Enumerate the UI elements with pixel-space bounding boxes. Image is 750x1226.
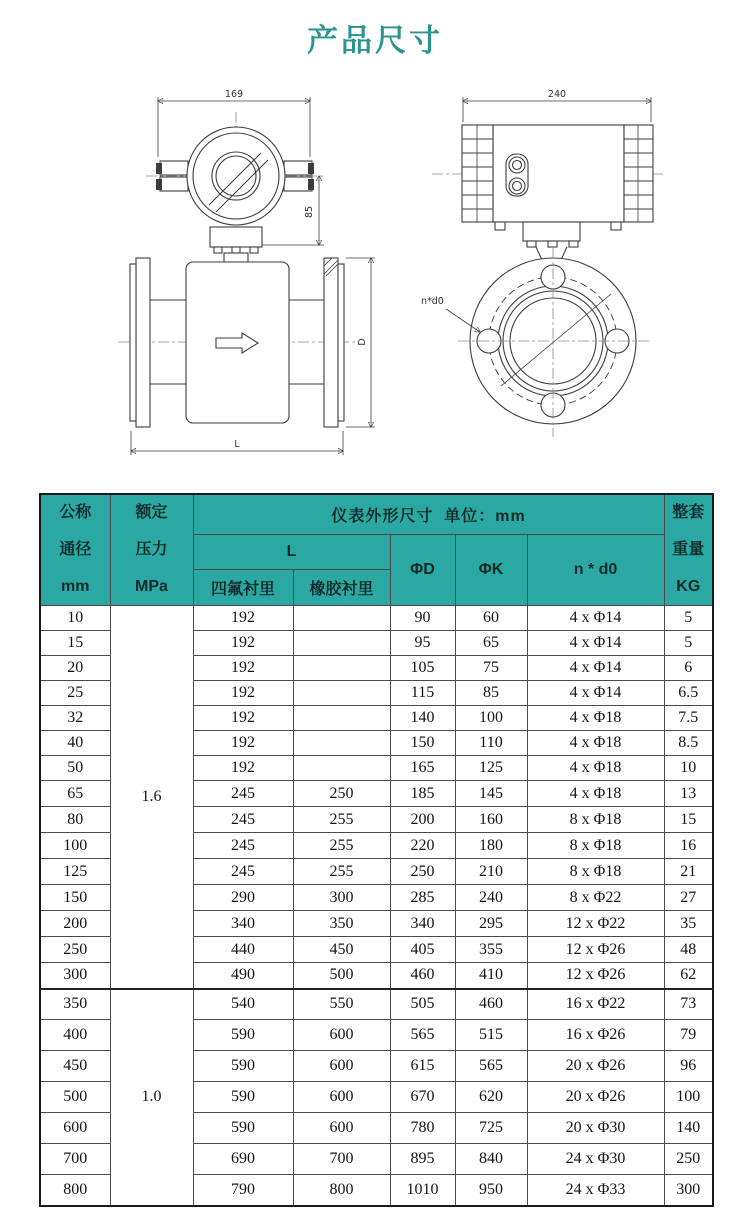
cell-ptfe-length: 540 — [193, 989, 293, 1020]
flange-right — [324, 258, 338, 427]
spec-table-body — [40, 606, 713, 1206]
cell-dn: 40 — [40, 731, 110, 756]
cell-phi-k: 950 — [455, 1175, 527, 1206]
cell-n-d0: 24 x Φ30 — [527, 1144, 664, 1175]
cell-weight: 6 — [664, 656, 713, 681]
cell-weight: 5 — [664, 606, 713, 631]
cell-ptfe-length: 245 — [193, 807, 293, 833]
cell-phi-d: 220 — [390, 833, 455, 859]
cell-weight: 6.5 — [664, 681, 713, 706]
cell-ptfe-length: 590 — [193, 1082, 293, 1113]
cell-weight: 15 — [664, 807, 713, 833]
cell-phi-d: 140 — [390, 706, 455, 731]
cell-phi-d: 95 — [390, 631, 455, 656]
cell-ptfe-length: 192 — [193, 756, 293, 781]
cell-phi-d: 505 — [390, 989, 455, 1020]
cell-rubber-length: 300 — [293, 885, 390, 911]
cell-rubber-length — [293, 656, 390, 681]
cell-dn: 400 — [40, 1020, 110, 1051]
cell-n-d0: 4 x Φ18 — [527, 756, 664, 781]
header-phi-d: ΦD — [390, 534, 455, 606]
cell-dn: 20 — [40, 656, 110, 681]
cell-ptfe-length: 290 — [193, 885, 293, 911]
cell-weight: 48 — [664, 937, 713, 963]
cell-phi-d: 285 — [390, 885, 455, 911]
cell-n-d0: 20 x Φ30 — [527, 1113, 664, 1144]
cell-ptfe-length: 192 — [193, 681, 293, 706]
cell-phi-k: 145 — [455, 781, 527, 807]
cell-ptfe-length: 192 — [193, 656, 293, 681]
cell-phi-k: 60 — [455, 606, 527, 631]
cell-n-d0: 16 x Φ22 — [527, 989, 664, 1020]
header-n-d0: n * d0 — [527, 534, 664, 606]
cell-n-d0: 24 x Φ33 — [527, 1175, 664, 1206]
cell-weight: 16 — [664, 833, 713, 859]
dim-240-label: 240 — [547, 89, 567, 100]
cell-rated-pressure: 1.6 — [110, 606, 193, 989]
neck-pedestal — [523, 222, 580, 241]
cell-ptfe-length: 440 — [193, 937, 293, 963]
cell-phi-k: 65 — [455, 631, 527, 656]
cell-dn: 100 — [40, 833, 110, 859]
cell-phi-k: 840 — [455, 1144, 527, 1175]
cell-rubber-length: 800 — [293, 1175, 390, 1206]
cell-phi-k: 85 — [455, 681, 527, 706]
cell-weight: 96 — [664, 1051, 713, 1082]
cell-ptfe-length: 192 — [193, 731, 293, 756]
header-nominal-diameter: 公称 通径 mm — [40, 494, 110, 606]
dim-169-label: 169 — [224, 89, 244, 100]
cell-phi-d: 460 — [390, 963, 455, 989]
cell-weight: 100 — [664, 1082, 713, 1113]
cell-ptfe-length: 790 — [193, 1175, 293, 1206]
cell-rubber-length — [293, 706, 390, 731]
cell-phi-k: 410 — [455, 963, 527, 989]
cell-dn: 450 — [40, 1051, 110, 1082]
cell-dn: 25 — [40, 681, 110, 706]
cell-rubber-length — [293, 756, 390, 781]
cell-phi-k: 565 — [455, 1051, 527, 1082]
cell-weight: 62 — [664, 963, 713, 989]
dim-L-label: L — [234, 439, 240, 450]
dimensions-spec-table — [39, 493, 714, 1207]
cell-n-d0: 8 x Φ18 — [527, 833, 664, 859]
cell-n-d0: 20 x Φ26 — [527, 1051, 664, 1082]
cell-weight: 13 — [664, 781, 713, 807]
converter-housing — [462, 125, 653, 262]
cell-n-d0: 4 x Φ14 — [527, 606, 664, 631]
cell-n-d0: 4 x Φ14 — [527, 681, 664, 706]
cell-phi-k: 160 — [455, 807, 527, 833]
header-rated-pressure: 额定 压力 MPa — [110, 494, 193, 606]
cell-phi-d: 250 — [390, 859, 455, 885]
cell-phi-d: 105 — [390, 656, 455, 681]
cell-n-d0: 8 x Φ18 — [527, 859, 664, 885]
cell-ptfe-length: 245 — [193, 833, 293, 859]
cell-phi-d: 1010 — [390, 1175, 455, 1206]
cell-dn: 700 — [40, 1144, 110, 1175]
cell-n-d0: 20 x Φ26 — [527, 1082, 664, 1113]
cell-phi-d: 200 — [390, 807, 455, 833]
cell-ptfe-length: 340 — [193, 911, 293, 937]
cell-rubber-length: 600 — [293, 1082, 390, 1113]
cell-phi-d: 895 — [390, 1144, 455, 1175]
dim-D-label: D — [357, 338, 368, 346]
cell-dn: 32 — [40, 706, 110, 731]
cell-rubber-length: 600 — [293, 1051, 390, 1082]
cell-ptfe-length: 590 — [193, 1020, 293, 1051]
header-phi-k: ΦK — [455, 534, 527, 606]
cell-weight: 27 — [664, 885, 713, 911]
cell-rubber-length: 255 — [293, 833, 390, 859]
cable-gland-right — [284, 161, 312, 175]
flowmeter-front-view-drawing — [90, 85, 405, 485]
page-title: 产品尺寸 — [307, 23, 443, 58]
cell-ptfe-length: 245 — [193, 781, 293, 807]
cell-phi-d: 405 — [390, 937, 455, 963]
cell-weight: 5 — [664, 631, 713, 656]
dim-85-label: 85 — [304, 205, 315, 219]
header-ptfe-lining: 四氟衬里 — [193, 570, 293, 606]
cell-weight: 10 — [664, 756, 713, 781]
cell-phi-d: 165 — [390, 756, 455, 781]
cell-phi-k: 515 — [455, 1020, 527, 1051]
cell-phi-d: 670 — [390, 1082, 455, 1113]
cell-dn: 65 — [40, 781, 110, 807]
cell-dn: 300 — [40, 963, 110, 989]
cell-ptfe-length: 490 — [193, 963, 293, 989]
cell-rubber-length: 700 — [293, 1144, 390, 1175]
cell-dn: 800 — [40, 1175, 110, 1206]
dimension-D — [346, 258, 375, 427]
cell-n-d0: 8 x Φ18 — [527, 807, 664, 833]
cell-weight: 21 — [664, 859, 713, 885]
cell-phi-k: 295 — [455, 911, 527, 937]
cell-phi-d: 90 — [390, 606, 455, 631]
cell-dn: 80 — [40, 807, 110, 833]
cable-gland-left — [160, 161, 188, 175]
cell-rated-pressure: 1.0 — [110, 989, 193, 1206]
cell-dn: 15 — [40, 631, 110, 656]
cell-rubber-length: 250 — [293, 781, 390, 807]
cell-rubber-length: 255 — [293, 807, 390, 833]
cell-phi-k: 75 — [455, 656, 527, 681]
header-dimensions-unit: 仪表外形尺寸 单位：mm — [193, 494, 664, 534]
cell-dn: 10 — [40, 606, 110, 631]
header-length-L: L — [193, 534, 390, 570]
cell-phi-d: 565 — [390, 1020, 455, 1051]
spec-row — [40, 606, 713, 631]
cell-n-d0: 12 x Φ26 — [527, 963, 664, 989]
dimension-L — [131, 431, 343, 455]
cell-rubber-length: 600 — [293, 1113, 390, 1144]
cell-dn: 600 — [40, 1113, 110, 1144]
cell-weight: 140 — [664, 1113, 713, 1144]
cell-phi-d: 615 — [390, 1051, 455, 1082]
cell-ptfe-length: 192 — [193, 706, 293, 731]
flowmeter-side-view-drawing — [420, 85, 720, 465]
cell-ptfe-length: 690 — [193, 1144, 293, 1175]
cell-rubber-length: 500 — [293, 963, 390, 989]
cell-ptfe-length: 192 — [193, 606, 293, 631]
dimension-240 — [463, 89, 651, 122]
cell-n-d0: 4 x Φ18 — [527, 781, 664, 807]
cell-n-d0: 4 x Φ14 — [527, 631, 664, 656]
header-rubber-lining: 橡胶衬里 — [293, 570, 390, 606]
cell-phi-k: 100 — [455, 706, 527, 731]
cell-dn: 125 — [40, 859, 110, 885]
cell-phi-k: 110 — [455, 731, 527, 756]
header-total-weight: 整套 重量 KG — [664, 494, 713, 606]
cell-ptfe-length: 192 — [193, 631, 293, 656]
flange-left — [136, 258, 150, 427]
cell-ptfe-length: 590 — [193, 1051, 293, 1082]
converter-neck — [210, 227, 262, 262]
cell-n-d0: 16 x Φ26 — [527, 1020, 664, 1051]
cell-dn: 350 — [40, 989, 110, 1020]
cell-phi-d: 150 — [390, 731, 455, 756]
cell-n-d0: 4 x Φ18 — [527, 731, 664, 756]
flowmeter-body — [130, 258, 344, 427]
cell-rubber-length — [293, 606, 390, 631]
cell-phi-k: 355 — [455, 937, 527, 963]
cell-phi-k: 460 — [455, 989, 527, 1020]
cell-dn: 200 — [40, 911, 110, 937]
cell-n-d0: 4 x Φ18 — [527, 706, 664, 731]
cell-weight: 79 — [664, 1020, 713, 1051]
cell-phi-k: 180 — [455, 833, 527, 859]
cell-dn: 250 — [40, 937, 110, 963]
cell-weight: 35 — [664, 911, 713, 937]
cell-dn: 500 — [40, 1082, 110, 1113]
cell-n-d0: 12 x Φ22 — [527, 911, 664, 937]
cell-dn: 50 — [40, 756, 110, 781]
cell-weight: 250 — [664, 1144, 713, 1175]
cell-rubber-length: 255 — [293, 859, 390, 885]
cell-rubber-length — [293, 681, 390, 706]
cell-phi-d: 115 — [390, 681, 455, 706]
cell-rubber-length: 450 — [293, 937, 390, 963]
cell-ptfe-length: 590 — [193, 1113, 293, 1144]
cell-weight: 300 — [664, 1175, 713, 1206]
cell-rubber-length — [293, 731, 390, 756]
cell-n-d0: 12 x Φ26 — [527, 937, 664, 963]
cell-phi-d: 185 — [390, 781, 455, 807]
cell-n-d0: 4 x Φ14 — [527, 656, 664, 681]
spec-table-header — [40, 494, 713, 606]
cell-weight: 8.5 — [664, 731, 713, 756]
cell-phi-k: 620 — [455, 1082, 527, 1113]
flange-face-view — [458, 248, 650, 437]
cell-ptfe-length: 245 — [193, 859, 293, 885]
cell-phi-k: 240 — [455, 885, 527, 911]
cell-phi-k: 125 — [455, 756, 527, 781]
cell-phi-k: 725 — [455, 1113, 527, 1144]
cell-dn: 150 — [40, 885, 110, 911]
cell-rubber-length: 550 — [293, 989, 390, 1020]
cell-rubber-length: 600 — [293, 1020, 390, 1051]
cell-phi-d: 340 — [390, 911, 455, 937]
n-d0-label: n*d0 — [421, 296, 444, 307]
cell-phi-k: 210 — [455, 859, 527, 885]
cell-rubber-length: 350 — [293, 911, 390, 937]
cell-phi-d: 780 — [390, 1113, 455, 1144]
spec-row — [40, 989, 713, 1020]
cell-weight: 73 — [664, 989, 713, 1020]
cell-weight: 7.5 — [664, 706, 713, 731]
cell-rubber-length — [293, 631, 390, 656]
cell-n-d0: 8 x Φ22 — [527, 885, 664, 911]
